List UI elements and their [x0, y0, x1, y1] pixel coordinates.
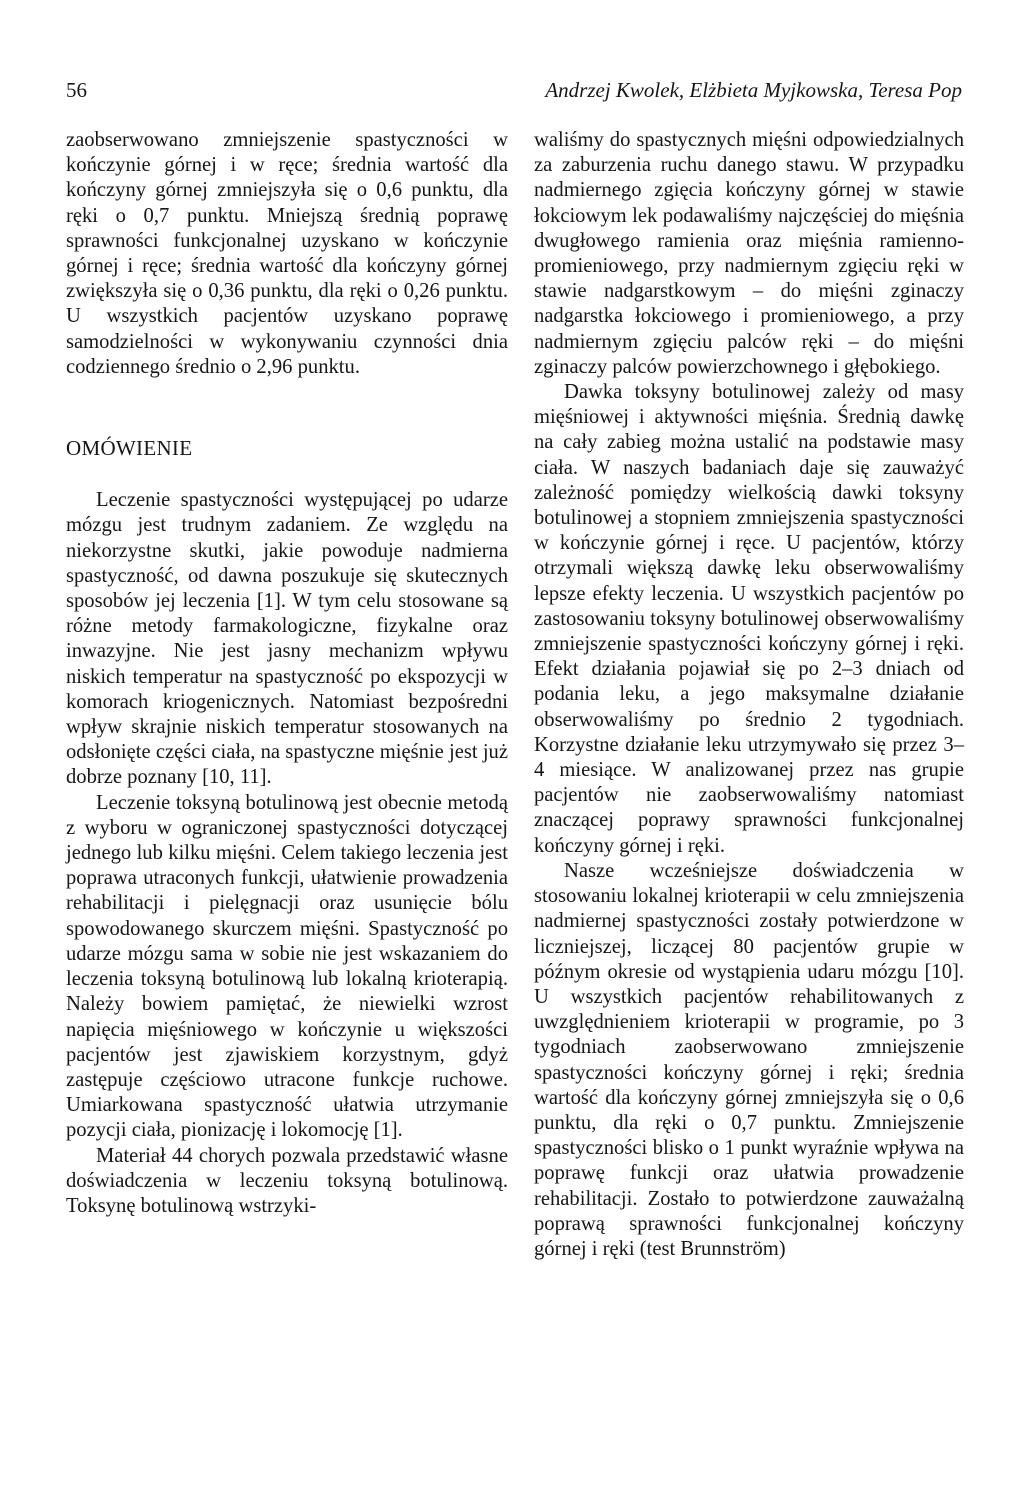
running-head-authors: Andrzej Kwolek, Elżbieta Myjkowska, Teresa Pop: [545, 78, 962, 102]
left-column: [66, 128, 508, 1219]
paragraph-botulinum-treatment: Leczenie toksyną botulinową jest obecnie metodą z wyboru w ograniczonej spastyczności dotyczącej jednego lub kilku mięśni. Celem takiego leczenia jest poprawa utraconych funkcji, ułatwienie prowadzenia rehabilitacji i pielęgnacji oraz usunięcie bólu spowodowanego skurczem mięśni. Spastyczność po udarze mózgu sama w sobie nie jest wskazaniem do leczenia toksyną botulinową lub lokalną krioterapią. Należy bowiem pamiętać, że niewielki wzrost napięcia mięśniowego w kończynie u większości pacjentów jest zjawiskiem korzystnym, gdyż zastępuje częściowo utracone funkcje ruchowe. Umiarkowana spastyczność ułatwia utrzymanie pozycji ciała, pionizację i lokomocję [1].: [66, 791, 508, 1142]
page-number: 56: [66, 78, 87, 102]
right-column: [534, 128, 964, 1262]
paragraph-own-material: Materiał 44 chorych pozwala przedstawić własne doświadczenia w leczeniu toksyną botulinową. Toksynę botulinową wstrzyki-: [66, 1144, 508, 1217]
paragraph-toxin-dose: Dawka toksyny botulinowej zależy od masy mięśniowej i aktywności mięśnia. Średnią dawkę na cały zabieg można ustalić na podstawie masy ciała. W naszych badaniach daje się zauważyć zależność pomiędzy wielkością dawki toksyny botulinowej a stopniem zmniejszenia spastyczności w kończynie górnej i ręce. U pacjentów, którzy otrzymali większą dawkę leku obserwowaliśmy lepsze efekty leczenia. U wszystkich pacjentów po zastosowaniu toksyny botulinowej obserwowaliśmy zmniejszenie spastyczności kończyny górnej i ręki. Efekt działania pojawiał się po 2–3 dniach od podania leku, a jego maksymalne działanie obserwowaliśmy po średnio 2 tygodniach. Korzystne działanie leku utrzymywało się przez 3–4 miesiące. W analizowanej przez nas grupie pacjentów nie zaobserwowaliśmy natomiast znaczącej poprawy sprawności funkcjonalnej kończyny górnej i ręki.: [534, 381, 964, 857]
paragraph-discussion-intro: Leczenie spastyczności występującej po udarze mózgu jest trudnym zadaniem. Ze względu na niekorzystne skutki, jakie powoduje nadmierna spastyczność, od dawna poszukuje się skutecznych sposobów jej leczenia [1]. W tym celu stosowane są różne metody farmakologiczne, fizykalne oraz inwazyjne. Nie jest jasny mechanizm wpływu niskich temperatur na spastyczność po ekspozycji w komorach kriogenicznych. Natomiast bezpośredni wpływ skrajnie niskich temperatur stosowanych na odsłonięte części ciała, na spastyczne mięśnie jest już dobrze poznany [10, 11].: [66, 489, 508, 789]
paragraph-injection-sites: waliśmy do spastycznych mięśni odpowiedzialnych za zaburzenia ruchu danego stawu. W przypadku nadmiernego zgięcia kończyny górnej w stawie łokciowym lek podawaliśmy najczęściej do mięśnia dwugłowego ramienia oraz mięśnia ramienno-promieniowego, przy nadmiernym zgięciu ręki w stawie nadgarstkowym – do mięśni zginaczy nadgarstka łokciowego i promieniowego, a przy nadmiernym zgięciu palców ręki – do mięśni zginaczy palców powierzchownego i głębokiego.: [534, 129, 964, 378]
paragraph-cryotherapy-experience: Nasze wcześniejsze doświadczenia w stosowaniu lokalnej krioterapii w celu zmniejszenia nadmiernej spastyczności zostały potwierdzone w liczniejszej, liczącej 80 pacjentów grupie w późnym okresie od wystąpienia udaru mózgu [10]. U wszystkich pacjentów rehabilitowanych z uwzględnieniem krioterapii w programie, po 3 tygodniach zaobserwowano zmniejszenie spastyczności kończyny górnej i ręki; średnia wartość dla kończyny górnej zmniejszyła się o 0,6 punktu, dla ręki o 0,7 punktu. Zmniejszenie spastyczności blisko o 1 punkt wyraźnie wpływa na poprawę funkcji oraz ułatwia prowadzenie rehabilitacji. Zostało to potwierdzone zauważalną poprawą sprawności funkcjonalnej kończyny górnej i ręki (test Brunnström): [534, 859, 964, 1260]
paragraph-results-continued: zaobserwowano zmniejszenie spastyczności w kończynie górnej i w ręce; średnia wartość dla kończyny górnej zmniejszyła się o 0,6 punktu, dla ręki o 0,7 punktu. Mniejszą średnią poprawę sprawności funkcjonalnej uzyskano w kończynie górnej i ręce; średnia wartość dla kończyny górnej zwiększyła się o 0,36 punktu, dla ręki o 0,26 punktu. U wszystkich pacjentów uzyskano poprawę samodzielności w wykonywaniu czynności dnia codziennego średnio o 2,96 punktu.: [66, 129, 508, 378]
section-heading-discussion: OMÓWIENIE: [66, 436, 193, 461]
page-header: [66, 78, 962, 108]
